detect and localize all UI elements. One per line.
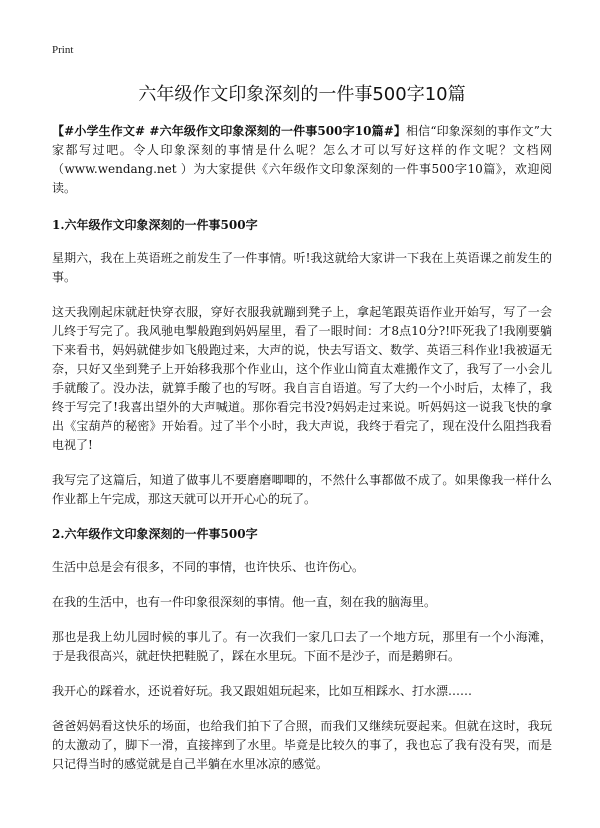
section-2-paragraph-3: 那也是我上幼儿园时候的事儿了。有一次我们一家几口去了一个地方玩，那里有一个小海滩，于是我很高兴，就赶快把鞋脱了，踩在水里玩。下面不是沙子，而是鹅卵石。 [52,630,552,663]
document-title: 六年级作文印象深刻的一件事500字10篇 [138,84,466,105]
section-1-paragraph-3: 我写完了这篇后，知道了做事儿不要磨磨唧唧的，不然什么事都做不成了。如果像我一样什么作业都上午完成，那这天就可以开开心心的玩了。 [52,473,552,506]
intro-text: 相信“印象深刻的事作文”大家都写过吧。令人印象深刻的事情是什么呢？怎么才可以写好这样的作文呢？文档网（www.wendang.net ）为大家提供《六年级作文印象深刻的一件事500字10篇》，欢迎阅读。 [52,124,552,195]
section-2-paragraph-1: 生活中总是会有很多，不同的事情，也许快乐、也许伤心。 [52,560,365,574]
section-2-paragraph-2: 在我的生活中，也有一件印象很深刻的事情。他一直，刻在我的脑海里。 [52,595,437,609]
intro-paragraph [52,122,552,198]
section-2-paragraph-4: 我开心的踩着水，还说着好玩。我又跟姐姐玩起来，比如互相踩水、打水漂…… [52,684,473,698]
section-heading-2: 2.六年级作文印象深刻的一件事500字 [52,527,258,541]
section-2-paragraph-5: 爸爸妈妈看这快乐的场面，也给我们拍下了合照，而我们又继续玩耍起来。但就在这时，我玩的太激动了，脚下一滑，直接摔到了水里。毕竟是比较久的事了，我也忘了我有没有哭，而是只记得当时的感觉就是自己半躺在水里冰凉的感觉。 [52,719,552,771]
intro-bold-tags: 【#小学生作文# #六年级作文印象深刻的一件事500字10篇#】 [52,124,407,138]
print-label: Print [52,44,74,56]
section-heading-1: 1.六年级作文印象深刻的一件事500字 [52,218,258,232]
section-1-paragraph-2: 这天我刚起床就赶快穿衣服，穿好衣服我就蹦到凳子上，拿起笔跟英语作业开始写，写了一会儿终于写完了。我风驰电掣般跑到妈妈屋里，看了一眼时间：才8点10分?!吓死我了!我刚要躺下来看书，妈妈就健步如飞般跑过来，大声的说，快去写语文、数学、英语三科作业!我被逼无奈，只好又坐到凳子上开始移我那个作业山，这个作业山简直太难搬作文了，我写了一小会儿手就酸了。没办法，就算手酸了也的写呀。我自言自语道。写了大约一个小时后，太棒了，我终于写完了!我喜出望外的大声喊道。那你看完书没?妈妈走过来说。听妈妈这一说我飞快的拿出《宝葫芦的秘密》开始看。过了半个小时，我大声说，我终于看完了，现在没什么阻挡我看电视了! [52,305,552,452]
section-1-paragraph-1: 星期六，我在上英语班之前发生了一件事情。听!我这就给大家讲一下我在上英语课之前发生的事。 [52,251,552,284]
